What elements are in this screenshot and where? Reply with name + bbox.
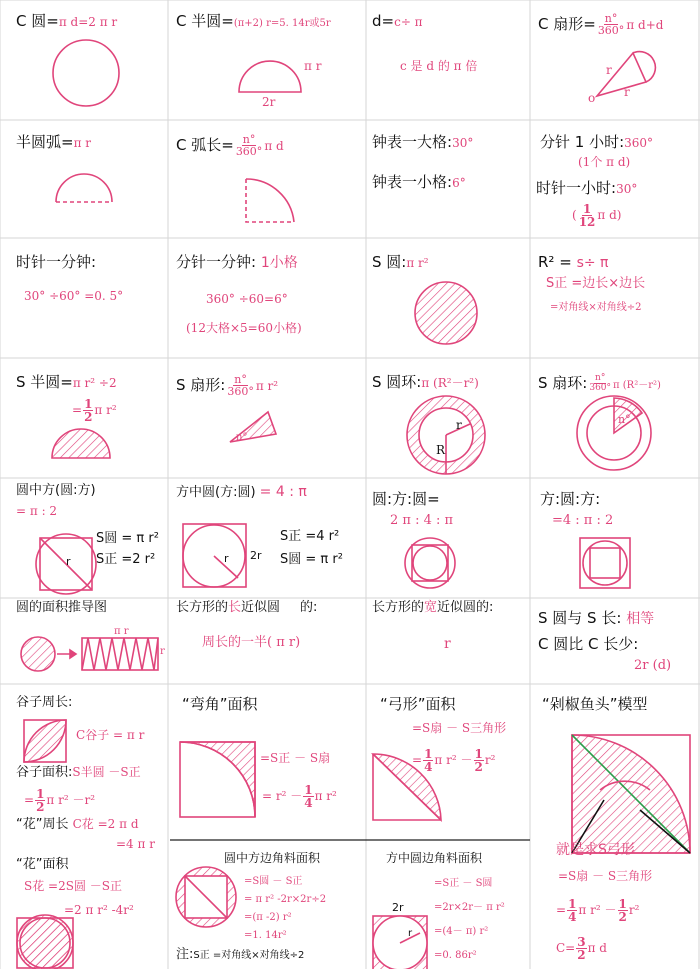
square-in-circle-diagram	[183, 524, 246, 587]
flower-area-formula: S花 =2S圆 －S正	[24, 879, 122, 893]
circle-square-leftover-title: 圆中方边角料面积	[224, 851, 321, 865]
sector-ring-title: S 扇环: $\frac{n^\circ}{360^\circ}$ π (R²－r²)	[538, 373, 661, 393]
semicircle-diameter-label: 2r	[262, 95, 276, 109]
curved-corner-line2: = r² － $\frac{1}{4}$ π r²	[262, 783, 337, 810]
sector-perimeter-title: C 扇形= $\frac{n^\circ}{360^\circ}$ π d+d	[538, 12, 664, 37]
circle-area-line: S圆 = π r²	[280, 552, 343, 567]
sector-angle-label: n°	[236, 432, 248, 443]
square-circle-side: 2r	[250, 549, 262, 562]
circle-rectangle-area: S 圆与 S 长: 相等	[538, 609, 655, 627]
flower-area-title: “花”面积	[16, 857, 69, 872]
grain-area-title: 谷子面积:S半圆 －S正	[16, 765, 141, 780]
annulus-inner-radius: r	[456, 418, 462, 432]
annulus-outer-radius: R	[436, 443, 446, 457]
semicircle-area-title: S 半圆=π r² ÷2	[16, 373, 117, 391]
flower-perimeter-title: “花”周长 C花 =2 π d	[16, 817, 139, 832]
fish-head-diagram	[572, 735, 690, 853]
semicircle-perimeter-title: C 半圆=(π+2) r=5. 14r或5r	[176, 12, 331, 30]
derivation-rectangle	[82, 638, 158, 670]
diameter-title: d=c÷ π	[372, 12, 423, 30]
semicircle-area-formula: = $\frac{1}{2}$ π r²	[72, 397, 117, 424]
curved-corner-title: “弯角”面积	[182, 695, 258, 713]
semicircle-arc-title: 半圆弧=π r	[16, 133, 92, 151]
hour-hand-minute-title: 时针一分钟:	[16, 253, 97, 271]
square-area-formula: S正 =边长×边长	[546, 276, 646, 291]
fish-head-line2: = $\frac{1}{4}$ π r² － $\frac{1}{2}$ r²	[556, 897, 640, 924]
circle-square-radius: r	[66, 555, 71, 568]
annulus-diagram	[407, 396, 485, 474]
rectangle-length-label: π r	[114, 626, 129, 637]
note-line: 注:S正 =对角线×对角线÷2	[176, 947, 305, 962]
circle-area-line: S圆 = π r²	[96, 531, 159, 546]
square-circle-square-ratio: =4 : π : 2	[552, 513, 614, 528]
square-circle-title: 方中圆(方:圆) = 4 : π	[176, 484, 307, 500]
fish-head-note: 就是求S弓形	[556, 842, 635, 858]
rectangle-width-title: 长方形的宽近似圆的:	[372, 600, 494, 615]
circle-square-circle-diagram	[405, 538, 455, 588]
fish-head-perimeter: C= $\frac{3}{2}$ π d	[556, 935, 607, 962]
minute-hand-hour-note: (1个 π d)	[578, 155, 631, 169]
hour-hand-hour-note: ( $\frac{1}{12}$ π d)	[572, 202, 622, 229]
leftover-step2: =2r×2r－ π r²	[434, 902, 505, 913]
perimeter-difference: 2r (d)	[634, 658, 672, 673]
leftover-step2: = π r² -2r×2r÷2	[244, 894, 327, 905]
sector-radius-label: r	[606, 63, 612, 77]
rectangle-width-value: r	[444, 636, 451, 652]
fish-head-title: “剁椒鱼头”模型	[542, 695, 648, 713]
square-area-diagonal: =对角线×对角线÷2	[550, 302, 642, 313]
semicircle-arc-diagram	[56, 174, 112, 202]
circle-circumference-title: C 圆=π d=2 π r	[16, 12, 118, 30]
minute-hand-minute-note: (12大格×5=60小格)	[186, 321, 302, 335]
minute-hand-minute-calc: 360° ÷60=6°	[206, 292, 288, 306]
rectangle-length-value: 周长的一半( π r)	[202, 635, 301, 650]
bow-shape-line2: = $\frac{1}{4}$ π r² － $\frac{1}{2}$ r²	[412, 747, 496, 774]
radius-squared-title: R² = s÷ π	[538, 253, 609, 271]
minute-hand-hour: 分针 1 小时:360°	[540, 133, 654, 151]
square-circle-square-title: 方:圆:方:	[540, 490, 601, 508]
hour-hand-hour: 时针一小时:30°	[536, 179, 638, 197]
leftover-side-label: 2r	[392, 901, 404, 914]
circle-square-circle-ratio: 2 π : 4 : π	[390, 513, 454, 528]
clock-big-division: 钟表一大格:30°	[372, 133, 474, 151]
circle-square-circle-title: 圆:方:圆=	[372, 490, 440, 508]
rectangle-length-title: 长方形的长近似圆 的:	[176, 600, 318, 615]
grain-diagram	[24, 720, 66, 762]
flower-perimeter-formula2: =4 π r	[116, 837, 155, 851]
leftover-step1: =S正 － S圆	[434, 878, 493, 889]
derivation-circle	[21, 637, 55, 671]
leftover-step4: =1. 14r²	[244, 930, 287, 941]
leftover-step3: =(4－ π) r²	[434, 926, 489, 937]
diameter-note: c 是 d 的 π 倍	[400, 59, 478, 73]
sector-ring-diagram	[577, 396, 651, 470]
circle-square-title: 圆中方(圆:方)	[16, 483, 96, 498]
flower-diagram	[17, 915, 73, 969]
leftover-radius-label: r	[408, 928, 413, 939]
square-circle-leftover-title: 方中圆边角料面积	[386, 851, 483, 865]
sector-ring-angle: n°	[618, 413, 631, 426]
grain-area-formula: = $\frac{1}{2}$ π r² －r²	[24, 787, 96, 814]
circle-diagram	[53, 40, 119, 106]
annulus-area-title: S 圆环:π (R²－r²)	[372, 373, 479, 391]
curved-corner-diagram	[180, 742, 255, 817]
square-area-line: S正 =2 r²	[96, 552, 156, 567]
curved-corner-line1: =S正 － S扇	[260, 751, 331, 765]
square-circle-radius: r	[224, 552, 229, 565]
sector-radius-label: r	[624, 85, 630, 99]
clock-small-division: 钟表一小格:6°	[372, 173, 466, 191]
circle-rectangle-perimeter: C 圆比 C 长少:	[538, 635, 639, 653]
minute-hand-minute-title: 分针一分钟: 1小格	[176, 253, 298, 271]
leftover-step3: =(π -2) r²	[244, 912, 292, 923]
semicircle-arc-label: π r	[304, 59, 322, 73]
arc-length-title: C 弧长= $\frac{n^\circ}{360^\circ}$ π d	[176, 133, 284, 158]
fish-head-line1: =S扇 － S三角形	[558, 869, 653, 883]
leftover-step4: =0. 86r²	[434, 950, 477, 961]
circle-square-ratio: = π : 2	[16, 504, 58, 518]
shaded-semicircle-diagram	[52, 429, 110, 458]
grain-perimeter-formula: C谷子 = π r	[76, 728, 145, 742]
area-derivation-title: 圆的面积推导图	[16, 600, 108, 615]
bow-shape-title: “弓形”面积	[380, 695, 456, 713]
square-area-line: S正 =4 r²	[280, 529, 340, 544]
semicircle-diagram	[239, 61, 301, 92]
square-circle-leftover-diagram	[373, 916, 427, 969]
sector-area-title: S 扇形: $\frac{n^\circ}{360^\circ}$ π r²	[176, 373, 279, 398]
circle-area-title: S 圆:π r²	[372, 253, 429, 271]
square-circle-square-diagram	[580, 538, 630, 588]
arc-length-diagram	[246, 179, 294, 222]
flower-area-formula2: =2 π r² -4r²	[64, 903, 134, 917]
rectangle-width-label: r	[160, 646, 165, 657]
sector-origin-label: o	[588, 91, 596, 105]
hour-hand-minute-calc: 30° ÷60° =0. 5°	[24, 289, 124, 303]
shaded-circle-diagram	[415, 282, 477, 344]
bow-shape-line1: =S扇 － S三角形	[412, 721, 507, 735]
grain-perimeter-title: 谷子周长:	[16, 695, 73, 710]
circle-square-leftover-diagram	[176, 867, 236, 927]
leftover-step1: =S圆 － S正	[244, 876, 303, 887]
